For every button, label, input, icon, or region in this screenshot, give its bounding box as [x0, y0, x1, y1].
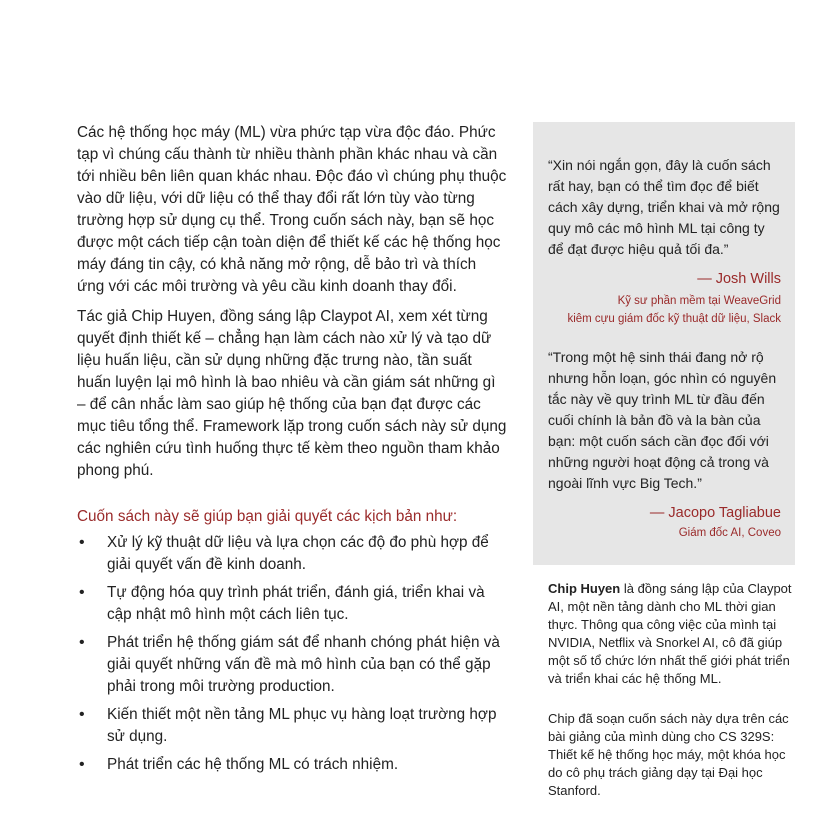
bullet-icon: • [79, 534, 85, 551]
list-item: • Xử lý kỹ thuật dữ liệu và lựa chọn các độ đo phù hợp để giải quyết vấn đề kinh doanh. [79, 534, 489, 573]
testimonial-author-2: — Jacopo Tagliabue [649, 505, 781, 521]
bullet-icon: • [79, 756, 85, 773]
testimonial-author-1: — Josh Wills [697, 271, 781, 287]
scenario-list [77, 532, 507, 776]
author-bio-2: Chip đã soạn cuốn sách này dựa trên các bài giảng của mình dùng cho CS 329S: Thiết kế hệ thống học máy, một khóa học do cô phụ trách giảng dạy tại Đại học Stanford. [548, 711, 789, 798]
scenarios-heading: Cuốn sách này sẽ giúp bạn giải quyết các kịch bản như: [77, 508, 458, 525]
testimonial-role-2: Giám đốc AI, Coveo [678, 527, 781, 539]
testimonial-role-1a: Kỹ sư phần mềm tại WeaveGrid [617, 295, 781, 307]
list-item: • Tự động hóa quy trình phát triển, đánh giá, triển khai và cập nhật mô hình một cách liên tục. [79, 584, 485, 623]
main-column [77, 122, 507, 782]
author-bio [548, 580, 798, 688]
testimonial-role-1b: kiêm cựu giám đốc kỹ thuật dữ liệu, Slack [567, 313, 781, 325]
list-item: • Phát triển các hệ thống ML có trách nhiệm. [77, 754, 507, 776]
author-paragraph: Tác giả Chip Huyen, đồng sáng lập Claypot AI, xem xét từng quyết định thiết kế – chẳng hạn làm cách nào xử lý và tạo dữ liệu huấn liệu, cần sử dụng những đặc trưng nào, tần suất huấn luyện lại mô hình là bao nhiêu và cần giám sát những gì – để cân nhắc làm sao giúp hệ thống của bạn đạt được các mục tiêu tổng thể. Framework lặp trong cuốn sách này sử dụng các nghiên cứu tình huống thực tế kèm theo nguồn tham khảo phong phú. [77, 308, 507, 479]
bullet-icon: • [79, 634, 85, 651]
list-item: • Phát triển hệ thống giám sát để nhanh chóng phát hiện và giải quyết những vấn đề mà mô hình của bạn có thể gặp phải trong môi trường production. [79, 634, 500, 695]
list-item: • Kiến thiết một nền tảng ML phục vụ hàng loạt trường hợp sử dụng. [79, 706, 497, 745]
intro-paragraph: Các hệ thống học máy (ML) vừa phức tạp vừa độc đáo. Phức tạp vì chúng cấu thành từ nhiều thành phần khác nhau và cần tới nhiều bên liên quan khác nhau. Độc đáo vì chúng phụ thuộc vào dữ liệu, với dữ liệu có thể thay đổi rất lớn tùy vào từng trường hợp sử dụng cụ thể. Trong cuốn sách này, bạn sẽ học được một cách tiếp cận toàn diện để thiết kế các hệ thống học máy đáng tin cậy, có khả năng mở rộng, dễ bảo trì và thích ứng với các môi trường và yêu cầu kinh doanh thay đổi. [77, 124, 507, 295]
author-bio-text: là đồng sáng lập của Claypot AI, một nền tảng dành cho ML thời gian thực. Thông qua công việc của mình tại NVIDIA, Netflix và Snorkel AI, cô đã giúp một số tổ chức lớn nhất thế giới phát triển và triển khai các hệ thống ML. [548, 581, 792, 686]
author-name: Chip Huyen [548, 581, 621, 596]
testimonial-quote-2: “Trong một hệ sinh thái đang nở rộ nhưng hỗn loạn, góc nhìn có nguyên tắc này về quy trình ML từ đầu đến cuối chính là bản đồ và la bàn của bạn: một cuốn sách cần đọc đối với những người hoạt động cả trong và ngoài lĩnh vực Big Tech.” [548, 349, 777, 491]
bullet-icon: • [79, 706, 85, 723]
bullet-icon: • [79, 584, 85, 601]
testimonial-quote-1: “Xin nói ngắn gọn, đây là cuốn sách rất hay, bạn có thể tìm đọc để biết cách xây dựng, triển khai và mở rộng quy mô các mô hình ML tại công ty để đạt được hiệu quả tối đa.” [548, 157, 780, 257]
